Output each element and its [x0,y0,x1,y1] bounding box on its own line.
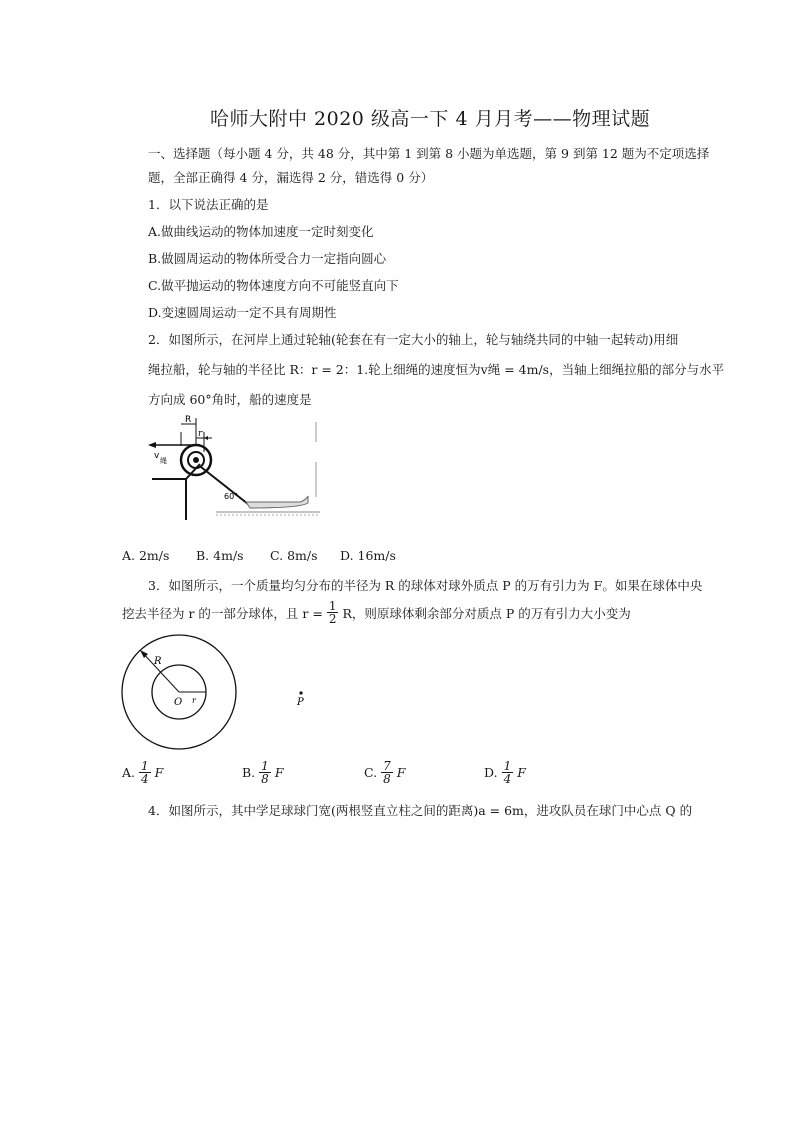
q3-label-O: O [174,697,183,708]
q2-label-R: R [185,415,192,425]
q3-option-b [242,760,284,785]
q3-option-d-fraction [502,760,514,785]
q3-label-R: R [154,656,162,667]
q3-stem-line2 [122,600,631,625]
q2-stem-line3: 方向成 60°角时，船的速度是 [148,392,312,407]
q3-option-a-letter: A. [122,765,136,780]
q3-option-c-letter: C. [364,765,378,780]
q1-stem: 1．以下说法正确的是 [148,197,269,212]
q2-option-c: C. 8m/s [270,548,318,563]
q3-option-a-fraction [139,760,151,785]
q2-label-r: r [198,429,203,439]
q3-option-c-fraction [381,760,393,785]
q3-option-d [484,760,526,785]
q3-option-a [122,760,163,785]
q3-stem-line2-a: 挖去半径为 r 的一部分球体，且 r = [122,605,323,621]
q3-option-d-var: F [517,765,526,780]
section-heading-line1: 一、选择题（每小题 4 分，共 48 分，其中第 1 到第 8 小题为单选题，第 9 到第 12 题为不定项选择 [148,146,710,161]
q2-label-angle: 60° [224,492,239,501]
q3-option-b-letter: B. [242,765,256,780]
q1-option-c: C.做平抛运动的物体速度方向不可能竖直向下 [148,278,399,293]
q3-label-P: P [297,697,304,708]
q1-option-b: B.做圆周运动的物体所受合力一定指向圆心 [148,251,387,266]
q2-stem-line1: 2．如图所示，在河岸上通过轮轴(轮套在有一定大小的轴上，轮与轴绕共同的中轴一起转动)用细 [148,332,679,347]
q3-stem-line1: 3．如图所示，一个质量均匀分布的半径为 R 的球体对球外质点 P 的万有引力为 F。如果在球体中央 [148,578,703,593]
q2-wheel-axle-figure [140,412,330,524]
q3-option-b-num: 1 [261,759,269,773]
page-title: 哈师大附中 2020 级高一下 4 月月考——物理试题 [210,108,651,130]
q3-stem-fraction-num: 1 [328,599,337,613]
q3-option-c-den: 8 [383,772,391,786]
q3-option-c [364,760,405,785]
q3-option-b-var: F [274,765,284,780]
q3-option-c-var: F [396,765,406,780]
q2-stem-line2: 绳拉船，轮与轴的半径比 R：r = 2：1.轮上细绳的速度恒为v绳 = 4m/s，当轴上细绳拉船的部分与水平 [148,362,725,377]
q3-stem-fraction-den: 2 [328,612,337,626]
q3-option-d-den: 4 [503,772,512,786]
q3-option-d-num: 1 [503,759,512,773]
q4-stem-line1: 4．如图所示，其中学足球球门宽(两根竖直立柱之间的距离)a = 6m，进攻队员在球门中心点 Q 的 [148,803,693,818]
q2-label-v-sub: 绳 [160,457,167,465]
q3-label-r: r [192,696,196,705]
q3-option-a-num: 1 [141,759,149,773]
q3-option-b-fraction [259,760,271,785]
q3-stem-fraction [327,600,339,625]
section-heading-line2: 题，全部正确得 4 分，漏选得 2 分，错选得 0 分） [148,170,434,185]
q3-sphere-figure [118,634,318,754]
q3-option-a-var: F [154,765,164,780]
q1-option-a: A.做曲线运动的物体加速度一定时刻变化 [148,224,374,239]
q2-label-v: v [154,451,160,461]
q3-option-c-num: 7 [383,759,391,773]
q2-option-b: B. 4m/s [196,548,244,563]
q3-option-b-den: 8 [261,772,269,786]
q3-stem-line2-b: R，则原球体剩余部分对质点 P 的万有引力大小变为 [342,605,631,621]
q2-option-a: A. 2m/s [122,548,170,563]
q3-option-a-den: 4 [141,772,149,786]
q1-option-d: D.变速圆周运动一定不具有周期性 [148,305,337,320]
q3-option-d-letter: D. [484,765,498,780]
q2-option-d: D. 16m/s [340,548,396,563]
